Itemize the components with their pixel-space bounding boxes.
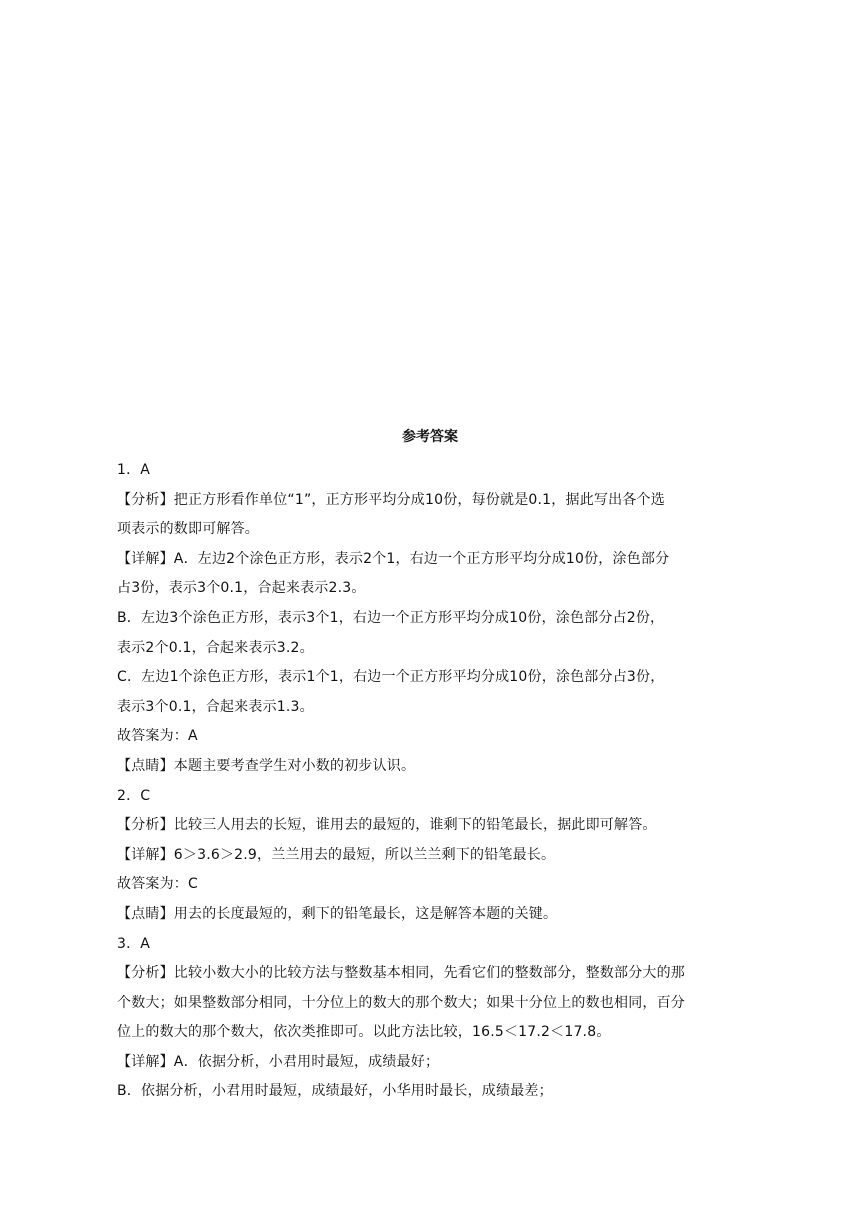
text-line: 【分析】比较三人用去的长短，谁用去的最短的，谁剩下的铅笔最长，据此即可解答。 (117, 817, 657, 834)
text-line: 【点睛】用去的长度最短的，剩下的铅笔最长，这是解答本题的关键。 (117, 905, 558, 922)
page-title: 参考答案 (402, 429, 458, 445)
text-line: 位上的数大的那个数大，依次类推即可。以此方法比较，16.5＜17.2＜17.8。 (117, 1024, 611, 1041)
text-line: 项表示的数即可解答。 (117, 521, 259, 538)
text-line: 【分析】把正方形看作单位“1”，正方形平均分成10份，每份就是0.1，据此写出各个选 (117, 491, 665, 508)
text-line: 1．A (117, 462, 151, 478)
text-line: 【点睛】本题主要考查学生对小数的初步认识。 (117, 757, 416, 774)
text-line: C．左边1个涂色正方形，表示1个1，右边一个正方形平均分成10份，涂色部分占3份， (117, 669, 665, 686)
text-line: 表示3个0.1，合起来表示1.3。 (117, 698, 314, 715)
text-line: B．依据分析，小君用时最短，成绩最好，小华用时最长，成绩最差； (117, 1083, 553, 1100)
text-line: 【详解】A．左边2个涂色正方形，表示2个1，右边一个正方形平均分成10份，涂色部分 (117, 550, 670, 567)
text-line: 【分析】比较小数大小的比较方法与整数基本相同，先看它们的整数部分，整数部分大的那 (117, 965, 685, 982)
text-line: 【详解】A．依据分析，小君用时最短，成绩最好； (117, 1053, 440, 1070)
text-line: 故答案为：C (117, 876, 198, 893)
text-line: B．左边3个涂色正方形，表示3个1，右边一个正方形平均分成10份，涂色部分占2份， (117, 609, 665, 626)
answer-content (117, 456, 747, 1107)
text-line: 3．A (117, 935, 151, 952)
text-line: 占3份，表示3个0.1，合起来表示2.3。 (117, 580, 366, 597)
text-line: 个数大；如果整数部分相同，十分位上的数大的那个数大；如果十分位上的数也相同，百分 (117, 994, 685, 1011)
text-line: 2．C (117, 787, 151, 804)
text-line: 表示2个0.1，合起来表示3.2。 (117, 639, 314, 656)
text-line: 【详解】6＞3.6＞2.9，兰兰用去的最短，所以兰兰剩下的铅笔最长。 (117, 846, 556, 863)
text-line: 故答案为：A (117, 728, 198, 745)
